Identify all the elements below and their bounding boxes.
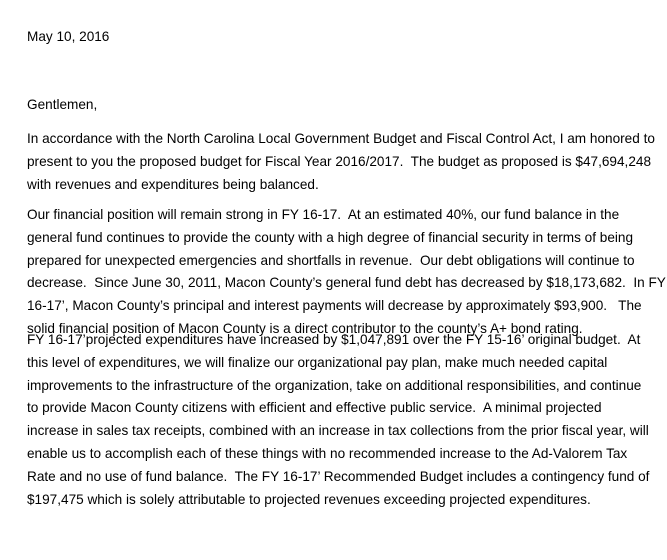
paragraph-budget-proposal: In accordance with the North Carolina Local Government Budget and Fiscal Control Act, I am honored to present to you the proposed budget for Fiscal Year 2016/2017. The budget as proposed is $47,694,248 with revenues and expenditures being balanced.	[27, 131, 655, 192]
paragraph-financial-position: Our financial position will remain strong in FY 16-17. At an estimated 40%, our fund balance in the general fund continues to provide the county with a high degree of financial security in terms of being prepared for unexpected emergencies and shortfalls in revenue. Our debt obligations will continue to decrease. Since June 30, 2011, Macon County’s general fund debt has decreased by $18,173,682. In FY 16-17’, Macon County’s principal and interest payments will decrease by approximately $93,900. The solid financial position of Macon County is a direct contributor to the county’s A+ bond rating.	[27, 207, 666, 336]
letter-salutation: Gentlemen,	[27, 97, 98, 112]
letter-date: May 10, 2016	[27, 29, 110, 44]
paragraph-projected-expenditures: FY 16-17’projected expenditures have increased by $1,047,891 over the FY 15-16’ original budget. At this level of expenditures, we will finalize our organizational pay plan, make much needed capital improvements to the infrastructure of the organization, take on additional responsibilities, and continue to provide Macon County citizens with efficient and effective public service. A minimal projected increase in sales tax receipts, combined with an increase in tax collections from the prior fiscal year, will enable us to accomplish each of these things with no recommended increase to the Ad-Valorem Tax Rate and no use of fund balance. The FY 16-17’ Recommended Budget includes a contingency fund of $197,475 which is solely attributable to projected revenues exceeding projected expenditures.	[27, 332, 650, 507]
